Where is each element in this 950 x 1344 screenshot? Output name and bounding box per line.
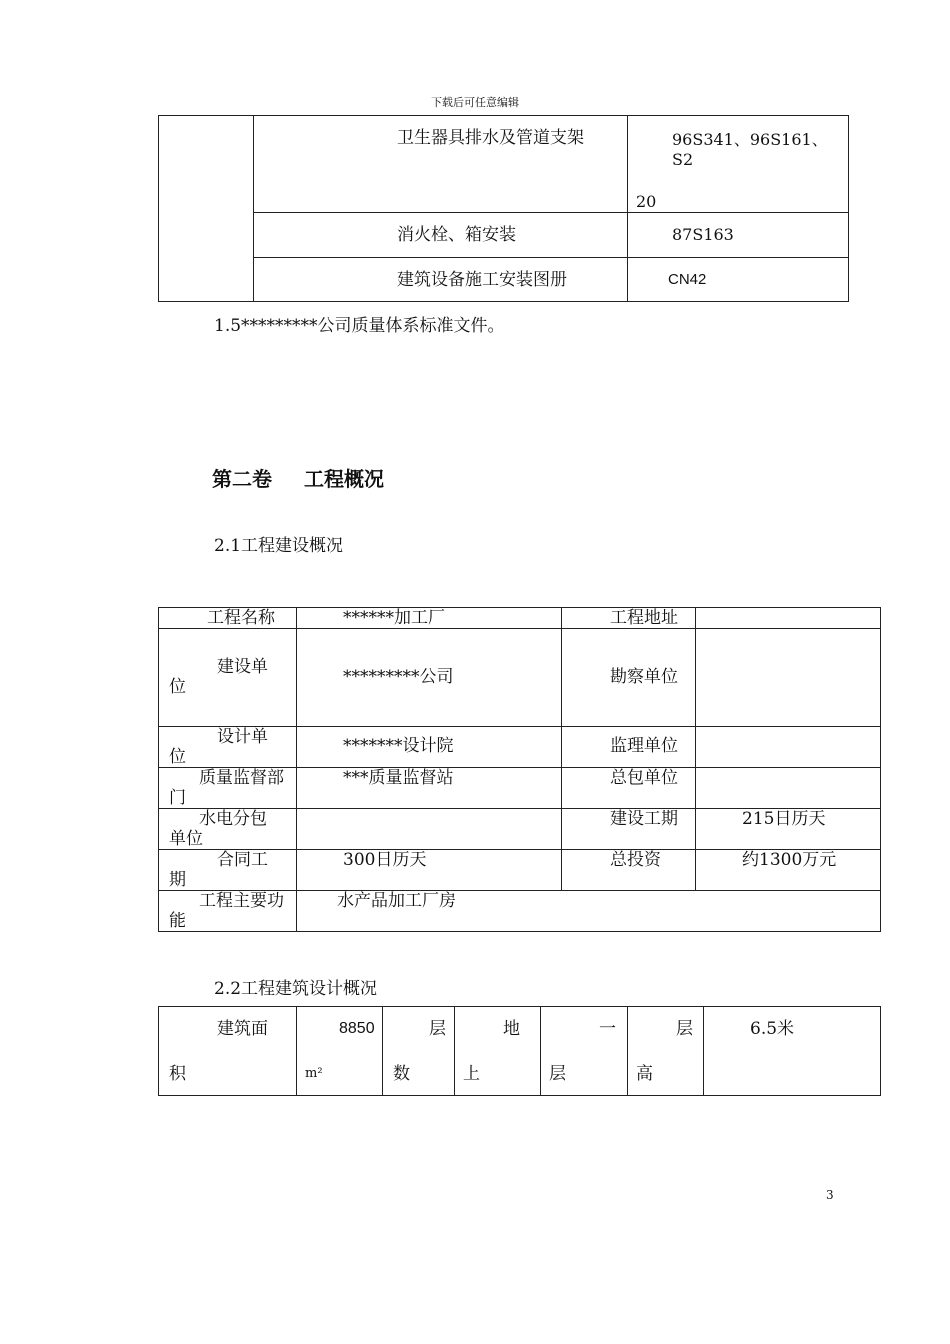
label-cell [562,809,696,850]
label-cell [159,727,297,768]
value-cell [297,850,562,891]
function-value: 水产品加工厂房 [337,891,456,911]
height-value: 6.5米 [750,1019,795,1039]
address-label: 工程地址 [610,608,678,628]
contract-value: 300日历天 [343,850,427,870]
label-cell [383,1007,455,1096]
standard-code-continued: 20 [636,192,657,211]
standard-code-cell [628,258,849,302]
project-overview-table [158,607,881,932]
value-cell [297,629,562,727]
volume-heading [212,463,384,492]
value-cell [696,727,881,768]
label-cell [628,1007,704,1096]
label-cell [562,768,696,809]
height-label: 层 [676,1019,693,1039]
floors-label-continued: 数 [393,1064,410,1084]
value-cell [297,1007,383,1096]
project-name-label: 工程名称 [207,608,275,628]
invest-value: 约1300万元 [742,850,837,870]
standard-code: CN42 [668,271,707,288]
value-cell [696,629,881,727]
value-cell [696,608,881,629]
standard-name: 消火栓、箱安装 [397,225,516,245]
table-row [159,727,881,768]
area-unit: m² [305,1066,323,1081]
table-row [159,629,881,727]
standard-code: 87S163 [672,225,734,244]
sub-label: 水电分包 [199,809,267,829]
general-label: 总包单位 [610,768,678,788]
standard-name: 建筑设备施工安装图册 [397,270,567,290]
height-label-continued: 高 [636,1064,653,1084]
function-label-continued: 能 [169,911,186,931]
volume-title: 工程概况 [304,467,384,491]
table-row [159,850,881,891]
invest-label: 总投资 [610,850,661,870]
value-cell [696,768,881,809]
label-cell [562,608,696,629]
label-cell [159,891,297,932]
table-row [159,891,881,932]
label-cell [159,1007,297,1096]
contract-label: 合同工 [217,850,268,870]
floors-label: 层 [429,1019,446,1039]
standard-code-cell [628,213,849,258]
table-row [159,809,881,850]
sub-label-continued: 单位 [169,829,203,849]
supervise-label: 监理单位 [610,736,678,756]
page-number: 3 [826,1188,834,1202]
table-row [159,258,849,302]
standard-name: 卫生器具排水及管道支架 [397,128,584,148]
standard-name-cell [254,116,628,213]
quality-label: 质量监督部 [199,768,284,788]
table-row [159,768,881,809]
value-cell [704,1007,881,1096]
label-cell [455,1007,541,1096]
floor-count-continued: 层 [549,1064,566,1084]
builder-value: *********公司 [343,667,454,687]
value-cell [696,850,881,891]
label-cell [159,768,297,809]
section-title: 2.1工程建设概况 [214,536,344,556]
quality-label-continued: 门 [169,788,186,808]
function-label: 工程主要功 [199,891,284,911]
label-cell [159,809,297,850]
volume-label: 第二卷 [212,467,272,491]
contract-label-continued: 期 [169,870,186,890]
period-value: 215日历天 [742,809,826,829]
survey-label: 勘察单位 [610,667,678,687]
value-cell [297,608,562,629]
quality-value: ***质量监督站 [343,768,454,788]
value-cell [297,768,562,809]
label-cell [159,850,297,891]
page-header: 下载后可任意编辑 [431,96,519,109]
period-label: 建设工期 [610,809,678,829]
standard-code: 96S341、96S161、S2 [672,130,828,169]
area-value: 8850 [339,1020,375,1037]
design-label: 设计单 [217,727,268,747]
note-text: 1.5*********公司质量体系标准文件。 [214,316,505,336]
builder-label: 建设单 [217,657,268,677]
value-cell [297,809,562,850]
building-design-table [158,1006,881,1096]
table-row [159,1007,881,1096]
value-cell [541,1007,628,1096]
standard-name-cell [254,213,628,258]
table-row [159,213,849,258]
design-value: *******设计院 [343,736,454,756]
above-ground-label-continued: 上 [463,1064,480,1084]
project-name: ******加工厂 [343,608,445,628]
standard-name-cell [254,258,628,302]
category-cell [159,116,254,302]
label-cell [159,608,297,629]
label-cell [562,629,696,727]
table-row [159,116,849,213]
above-ground-label: 地 [503,1019,520,1039]
design-label-continued: 位 [169,747,186,767]
label-cell [562,727,696,768]
standard-code-cell [628,116,849,213]
label-cell [159,629,297,727]
table-row [159,608,881,629]
area-label-continued: 积 [169,1064,186,1084]
section-title: 2.2工程建筑设计概况 [214,979,378,999]
standards-table [158,115,849,302]
value-cell [297,891,881,932]
builder-label-continued: 位 [169,677,186,697]
value-cell [696,809,881,850]
value-cell [297,727,562,768]
label-cell [562,850,696,891]
area-label: 建筑面 [217,1019,268,1039]
floor-count: 一 [599,1019,616,1039]
